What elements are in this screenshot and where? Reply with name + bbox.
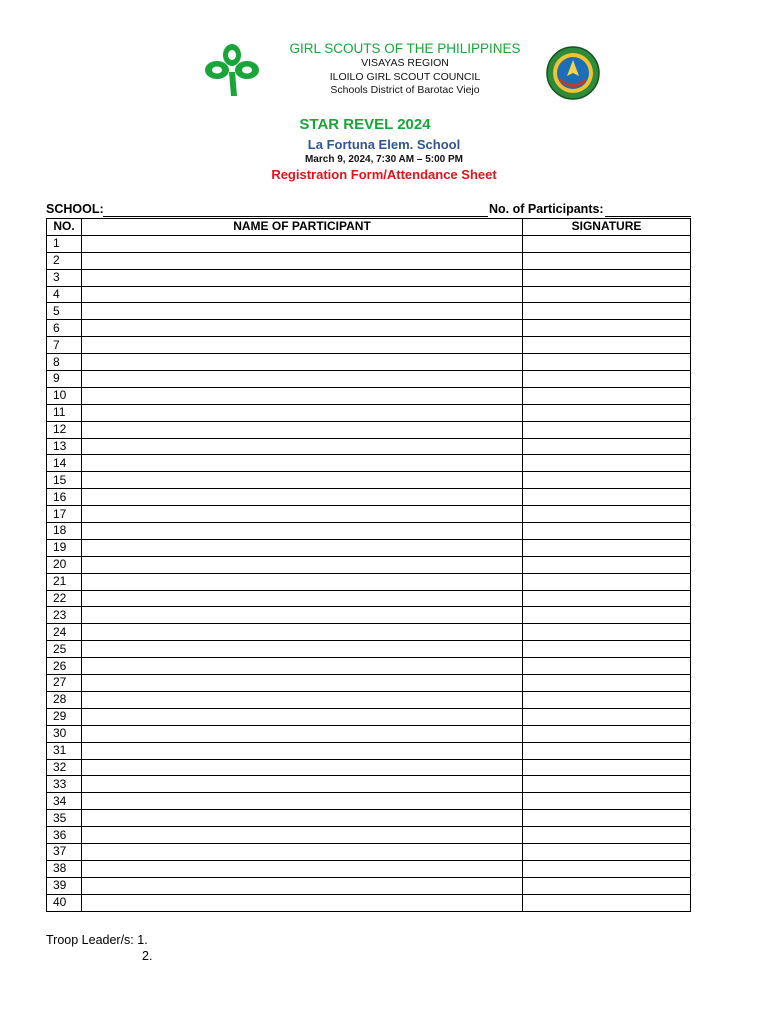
row-number: 2 (47, 252, 82, 269)
row-number: 29 (47, 708, 82, 725)
troop-leaders (46, 932, 152, 964)
row-number: 3 (47, 269, 82, 286)
row-number: 23 (47, 607, 82, 624)
signature-cell[interactable] (523, 506, 691, 523)
participant-name-cell[interactable] (82, 658, 523, 675)
row-number: 34 (47, 793, 82, 810)
row-number: 38 (47, 860, 82, 877)
row-number: 1 (47, 235, 82, 252)
signature-cell[interactable] (523, 421, 691, 438)
row-number: 31 (47, 742, 82, 759)
participant-name-cell[interactable] (82, 607, 523, 624)
participant-name-cell[interactable] (82, 759, 523, 776)
participant-name-cell[interactable] (82, 387, 523, 404)
row-number: 40 (47, 894, 82, 911)
table-row (47, 590, 691, 607)
signature-cell[interactable] (523, 269, 691, 286)
participant-name-cell[interactable] (82, 539, 523, 556)
signature-cell[interactable] (523, 843, 691, 860)
table-row (47, 438, 691, 455)
row-number: 27 (47, 675, 82, 692)
signature-cell[interactable] (523, 590, 691, 607)
form-title: Registration Form/Attendance Sheet (271, 167, 497, 182)
row-number: 7 (47, 337, 82, 354)
signature-cell[interactable] (523, 877, 691, 894)
row-number: 30 (47, 725, 82, 742)
org-name: GIRL SCOUTS OF THE PHILIPPINES (289, 41, 521, 56)
participant-name-cell[interactable] (82, 843, 523, 860)
participant-name-cell[interactable] (82, 235, 523, 252)
participant-name-cell[interactable] (82, 691, 523, 708)
table-row (47, 827, 691, 844)
row-number: 32 (47, 759, 82, 776)
header-name: NAME OF PARTICIPANT (82, 219, 523, 236)
row-number: 13 (47, 438, 82, 455)
participant-name-cell[interactable] (82, 894, 523, 911)
row-number: 26 (47, 658, 82, 675)
signature-cell[interactable] (523, 573, 691, 590)
council-line: ILOILO GIRL SCOUT COUNCIL (329, 71, 481, 83)
troop-leader-2: 2. (142, 949, 153, 963)
participant-name-cell[interactable] (82, 438, 523, 455)
signature-cell[interactable] (523, 404, 691, 421)
participant-name-cell[interactable] (82, 320, 523, 337)
participant-name-cell[interactable] (82, 860, 523, 877)
participant-name-cell[interactable] (82, 810, 523, 827)
signature-cell[interactable] (523, 894, 691, 911)
signature-cell[interactable] (523, 489, 691, 506)
table-row (47, 455, 691, 472)
table-row (47, 523, 691, 540)
event-title: STAR REVEL 2024 (299, 116, 431, 133)
row-number: 35 (47, 810, 82, 827)
table-row (47, 708, 691, 725)
participant-name-cell[interactable] (82, 675, 523, 692)
table-row (47, 759, 691, 776)
signature-cell[interactable] (523, 759, 691, 776)
row-number: 22 (47, 590, 82, 607)
table-row (47, 607, 691, 624)
participant-name-cell[interactable] (82, 877, 523, 894)
signature-cell[interactable] (523, 793, 691, 810)
signature-cell[interactable] (523, 725, 691, 742)
signature-cell[interactable] (523, 337, 691, 354)
row-number: 24 (47, 624, 82, 641)
row-number: 8 (47, 354, 82, 371)
row-number: 16 (47, 489, 82, 506)
participant-name-cell[interactable] (82, 506, 523, 523)
table-row (47, 421, 691, 438)
signature-cell[interactable] (523, 371, 691, 388)
table-row (47, 776, 691, 793)
row-number: 25 (47, 641, 82, 658)
signature-cell[interactable] (523, 354, 691, 371)
participant-name-cell[interactable] (82, 472, 523, 489)
row-number: 5 (47, 303, 82, 320)
signature-cell[interactable] (523, 303, 691, 320)
table-row (47, 894, 691, 911)
row-number: 19 (47, 539, 82, 556)
table-row (47, 810, 691, 827)
table-row (47, 303, 691, 320)
table-row (47, 843, 691, 860)
participants-label: No. of Participants: (489, 202, 604, 216)
event-school: La Fortuna Elem. School (307, 137, 461, 152)
table-row (47, 539, 691, 556)
row-number: 12 (47, 421, 82, 438)
signature-cell[interactable] (523, 320, 691, 337)
participant-name-cell[interactable] (82, 269, 523, 286)
participant-name-cell[interactable] (82, 489, 523, 506)
participant-name-cell[interactable] (82, 827, 523, 844)
event-date: March 9, 2024, 7:30 AM – 5:00 PM (304, 154, 464, 165)
header-no: NO. (47, 219, 82, 236)
signature-cell[interactable] (523, 641, 691, 658)
row-number: 9 (47, 371, 82, 388)
row-number: 37 (47, 843, 82, 860)
row-number: 17 (47, 506, 82, 523)
row-number: 18 (47, 523, 82, 540)
signature-cell[interactable] (523, 235, 691, 252)
signature-cell[interactable] (523, 455, 691, 472)
participant-name-cell[interactable] (82, 455, 523, 472)
table-row (47, 691, 691, 708)
form-fill-row (46, 202, 691, 218)
signature-cell[interactable] (523, 286, 691, 303)
table-row (47, 860, 691, 877)
header-signature: SIGNATURE (523, 219, 691, 236)
table-row (47, 235, 691, 252)
signature-cell[interactable] (523, 675, 691, 692)
region-line: VISAYAS REGION (361, 57, 449, 69)
participant-name-cell[interactable] (82, 303, 523, 320)
table-row (47, 641, 691, 658)
participant-name-cell[interactable] (82, 354, 523, 371)
table-row (47, 472, 691, 489)
row-number: 4 (47, 286, 82, 303)
row-number: 20 (47, 556, 82, 573)
table-row (47, 725, 691, 742)
signature-cell[interactable] (523, 607, 691, 624)
participant-name-cell[interactable] (82, 421, 523, 438)
row-number: 6 (47, 320, 82, 337)
table-row (47, 404, 691, 421)
signature-cell[interactable] (523, 860, 691, 877)
participant-name-cell[interactable] (82, 641, 523, 658)
table-row (47, 675, 691, 692)
school-field[interactable] (103, 202, 488, 217)
participant-name-cell[interactable] (82, 573, 523, 590)
participant-name-cell[interactable] (82, 286, 523, 303)
table-row (47, 252, 691, 269)
table-row (47, 877, 691, 894)
table-row (47, 556, 691, 573)
participant-name-cell[interactable] (82, 793, 523, 810)
participant-name-cell[interactable] (82, 624, 523, 641)
table-row (47, 624, 691, 641)
row-number: 39 (47, 877, 82, 894)
table-row (47, 506, 691, 523)
participant-name-cell[interactable] (82, 776, 523, 793)
district-line: Schools District of Barotac Viejo (330, 84, 480, 96)
row-number: 28 (47, 691, 82, 708)
school-label: SCHOOL: (46, 202, 104, 216)
table-row (47, 354, 691, 371)
table-row (47, 658, 691, 675)
signature-cell[interactable] (523, 539, 691, 556)
signature-cell[interactable] (523, 523, 691, 540)
signature-cell[interactable] (523, 810, 691, 827)
participant-name-cell[interactable] (82, 556, 523, 573)
participant-name-cell[interactable] (82, 404, 523, 421)
signature-cell[interactable] (523, 387, 691, 404)
row-number: 15 (47, 472, 82, 489)
participant-name-cell[interactable] (82, 742, 523, 759)
row-number: 11 (47, 404, 82, 421)
table-row (47, 489, 691, 506)
table-row (47, 387, 691, 404)
table-row (47, 793, 691, 810)
attendance-table (46, 218, 691, 912)
table-row (47, 742, 691, 759)
participant-name-cell[interactable] (82, 708, 523, 725)
signature-cell[interactable] (523, 742, 691, 759)
table-row (47, 371, 691, 388)
row-number: 36 (47, 827, 82, 844)
row-number: 10 (47, 387, 82, 404)
signature-cell[interactable] (523, 691, 691, 708)
participant-name-cell[interactable] (82, 725, 523, 742)
signature-cell[interactable] (523, 556, 691, 573)
participant-name-cell[interactable] (82, 337, 523, 354)
signature-cell[interactable] (523, 624, 691, 641)
row-number: 14 (47, 455, 82, 472)
participant-name-cell[interactable] (82, 523, 523, 540)
signature-cell[interactable] (523, 252, 691, 269)
signature-cell[interactable] (523, 776, 691, 793)
participant-name-cell[interactable] (82, 252, 523, 269)
signature-cell[interactable] (523, 472, 691, 489)
table-row (47, 320, 691, 337)
signature-cell[interactable] (523, 438, 691, 455)
row-number: 21 (47, 573, 82, 590)
signature-cell[interactable] (523, 658, 691, 675)
participants-field[interactable] (605, 202, 691, 217)
participant-name-cell[interactable] (82, 371, 523, 388)
table-row (47, 573, 691, 590)
table-row (47, 337, 691, 354)
table-row (47, 269, 691, 286)
signature-cell[interactable] (523, 708, 691, 725)
troop-leader-1: Troop Leader/s: 1. (46, 933, 148, 947)
participant-name-cell[interactable] (82, 590, 523, 607)
table-header-row (47, 219, 691, 236)
signature-cell[interactable] (523, 827, 691, 844)
table-row (47, 286, 691, 303)
row-number: 33 (47, 776, 82, 793)
